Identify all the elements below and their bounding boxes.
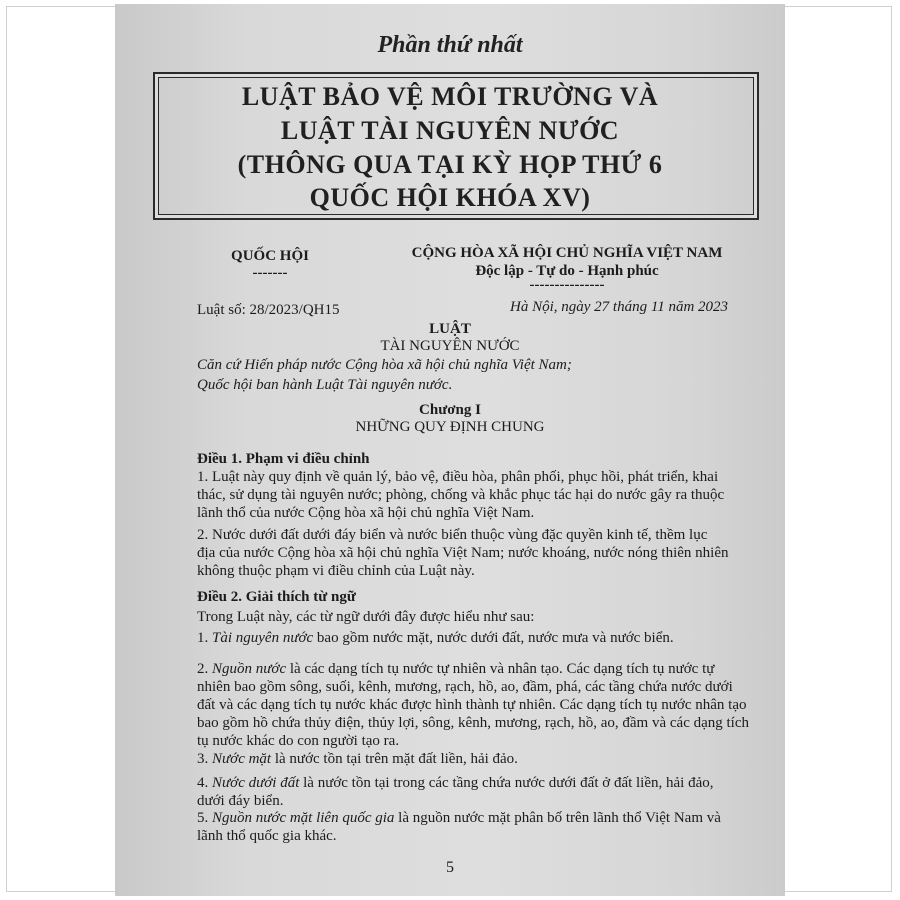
law-name: TÀI NGUYÊN NƯỚC <box>380 338 520 354</box>
page-number: 5 <box>446 859 454 876</box>
article-1-p1-line-1: 1. Luật này quy định về quản lý, bảo vệ, điều hòa, phân phối, phục hồi, phát triển, khai <box>197 469 719 485</box>
definition-2-line-3: đất và các dạng tích tụ nước khác được hình thành tự nhiên. Các dạng tích tụ nước nhân tạo <box>197 697 747 713</box>
definition-1-term: Tài nguyên nước <box>212 630 314 646</box>
main-title-line-4: QUỐC HỘI KHÓA XV) <box>309 183 591 212</box>
definition-5-text: là nguồn nước mặt phân bố trên lãnh thổ Việt Nam và <box>394 810 721 826</box>
issuing-body-dashes: ------- <box>252 265 288 281</box>
enactment-statement: Quốc hội ban hành Luật Tài nguyên nước. <box>197 377 453 393</box>
definition-1-number: 1. <box>197 630 212 646</box>
definition-4-text: là nước tồn tại trong các tầng chứa nước dưới đất ở đất liền, hải đảo, <box>299 775 714 791</box>
law-number: Luật số: 28/2023/QH15 <box>197 302 340 318</box>
article-2-intro: Trong Luật này, các từ ngữ dưới đây được hiểu như sau: <box>197 609 535 625</box>
article-1-p1-line-2: thác, sử dụng tài nguyên nước; phòng, chống và khắc phục tác hại do nước gây ra thuộc <box>197 487 725 503</box>
article-1-p2-line-3: không thuộc phạm vi điều chỉnh của Luật này. <box>197 563 475 579</box>
definition-2-text: là các dạng tích tụ nước tự nhiên và nhân tạo. Các dạng tích tụ nước tự <box>286 661 715 677</box>
national-motto: Độc lập - Tự do - Hạnh phúc <box>475 263 659 279</box>
article-1-title: Điều 1. Phạm vi điều chỉnh <box>197 451 370 467</box>
definition-4-number: 4. <box>197 775 212 791</box>
definition-2-line-4: bao gồm hồ chứa thủy điện, thủy lợi, sông, kênh, mương, rạch, hồ, ao, đầm và các dạng tích <box>197 715 749 731</box>
definition-5-line-2: lãnh thổ quốc gia khác. <box>197 828 337 844</box>
definition-4-line-2: dưới đáy biển. <box>197 793 284 809</box>
country-name: CỘNG HÒA XÃ HỘI CHỦ NGHĨA VIỆT NAM <box>411 245 723 261</box>
main-title-line-3: (THÔNG QUA TẠI KỲ HỌP THỨ 6 <box>237 150 663 179</box>
article-1-p1-line-3: lãnh thổ của nước Cộng hòa xã hội chủ nghĩa Việt Nam. <box>197 505 535 521</box>
definition-1-text: bao gồm nước mặt, nước dưới đất, nước mưa và nước biển. <box>313 630 674 646</box>
definition-1 <box>197 629 674 647</box>
definition-2 <box>197 660 714 678</box>
definition-2-term: Nguồn nước <box>212 661 287 677</box>
article-2-title: Điều 2. Giải thích từ ngữ <box>197 589 356 605</box>
law-label: LUẬT <box>429 321 471 337</box>
definition-3 <box>197 750 518 768</box>
definition-4 <box>197 774 714 792</box>
definition-4-term: Nước dưới đất <box>212 775 300 791</box>
main-title-line-2: LUẬT TÀI NGUYÊN NƯỚC <box>280 116 620 145</box>
definition-2-number: 2. <box>197 661 212 677</box>
legal-basis: Căn cứ Hiến pháp nước Cộng hòa xã hội chủ nghĩa Việt Nam; <box>197 357 572 373</box>
definition-5-number: 5. <box>197 810 212 826</box>
motto-dashes: --------------- <box>529 277 605 293</box>
chapter-title: NHỮNG QUY ĐỊNH CHUNG <box>355 419 545 435</box>
definition-5 <box>197 809 721 827</box>
definition-3-number: 3. <box>197 751 212 767</box>
article-1-p2-line-1: 2. Nước dưới đất dưới đáy biển và nước biển thuộc vùng đặc quyền kinh tế, thềm lục <box>197 527 708 543</box>
document-page <box>115 4 785 896</box>
article-1-p2-line-2: địa của nước Cộng hòa xã hội chủ nghĩa Việt Nam; nước khoáng, nước nóng thiên nhiên <box>197 545 729 561</box>
definition-3-term: Nước mặt <box>212 751 272 767</box>
chapter-number: Chương I <box>419 402 481 418</box>
main-title-line-1: LUẬT BẢO VỆ MÔI TRƯỜNG VÀ <box>241 82 659 111</box>
place-date: Hà Nội, ngày 27 tháng 11 năm 2023 <box>510 299 729 315</box>
part-title: Phần thứ nhất <box>377 32 523 58</box>
issuing-body: QUỐC HỘI <box>231 248 309 264</box>
definition-2-line-2: nhiên bao gồm sông, suối, kênh, mương, rạch, hồ, ao, đầm, phá, các tầng chứa nước dưới <box>197 679 733 695</box>
definition-3-text: là nước tồn tại trên mặt đất liền, hải đảo. <box>271 751 518 767</box>
definition-5-term: Nguồn nước mặt liên quốc gia <box>212 810 395 826</box>
definition-2-line-5: tụ nước khác do con người tạo ra. <box>197 733 400 749</box>
